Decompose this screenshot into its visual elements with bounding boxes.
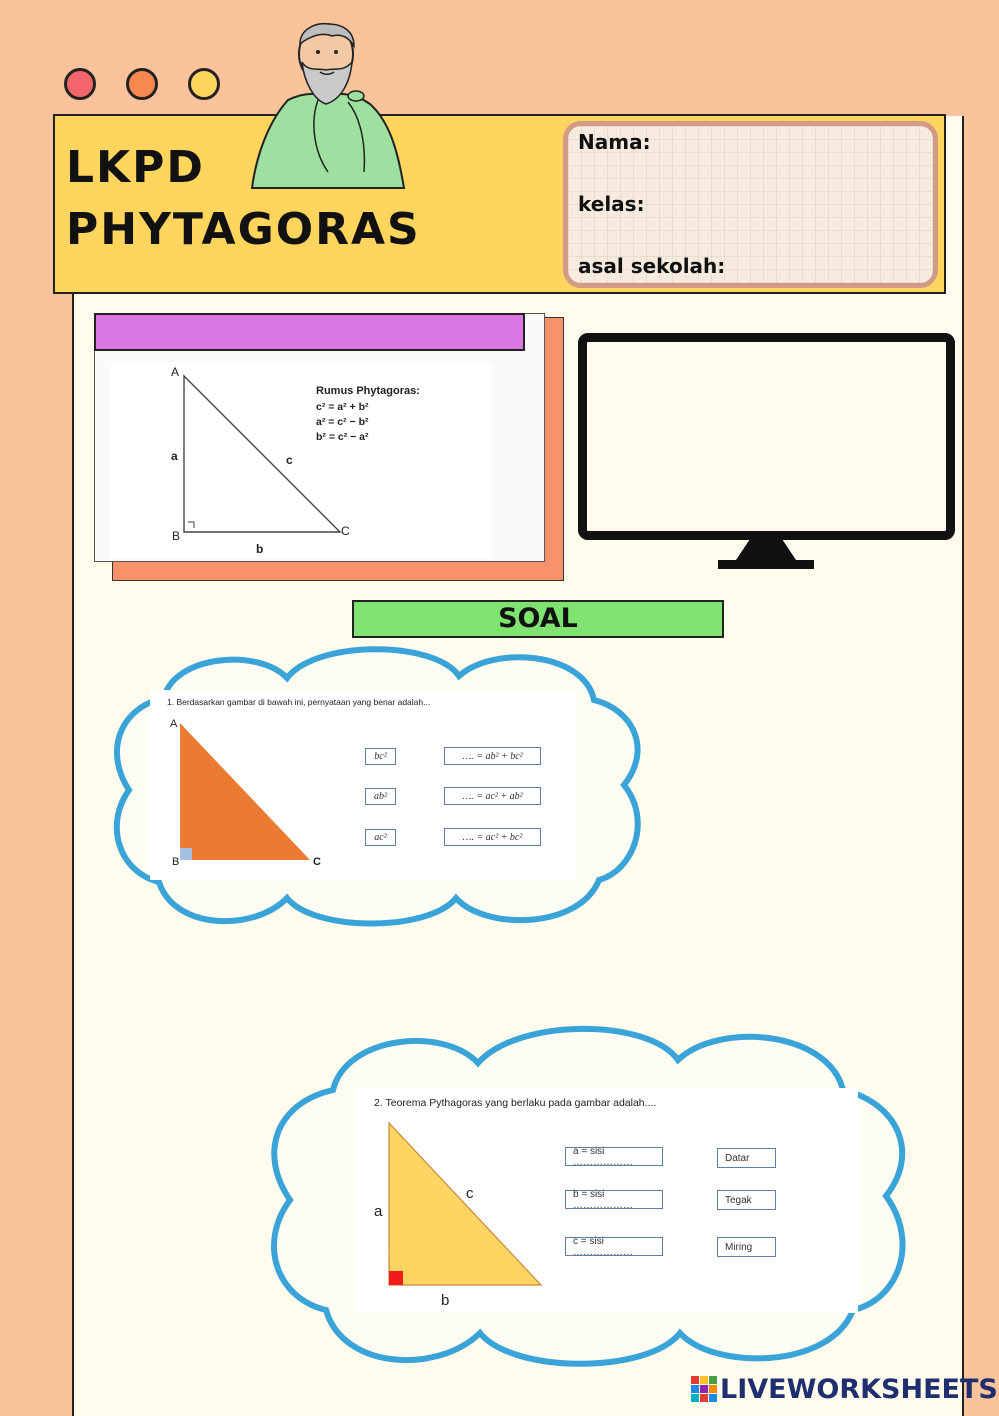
q2-drag-option-tegak[interactable]: Tegak — [717, 1190, 776, 1210]
formula-title: Rumus Phytagoras: — [316, 385, 420, 397]
liveworksheets-logo-icon — [691, 1376, 717, 1402]
q2-drop-target-a[interactable]: a = sisi ……………… — [565, 1147, 663, 1166]
q1-drag-option-3[interactable]: ac² — [365, 829, 396, 846]
question2-text: 2. Teorema Pythagoras yang berlaku pada gambar adalah.... — [374, 1097, 657, 1109]
q2-drag-option-miring[interactable]: Miring — [717, 1237, 776, 1257]
title-line1: LKPD — [66, 142, 205, 193]
video-monitor[interactable] — [578, 333, 955, 540]
theory-triangle — [110, 362, 492, 560]
orange-dot — [126, 68, 158, 100]
question1-label-B: B — [172, 856, 180, 868]
theory-label-a: a — [171, 449, 178, 463]
theory-label-c: c — [286, 453, 293, 467]
class-label: kelas: — [578, 192, 645, 216]
question1-label-A: A — [170, 718, 178, 730]
yellow-dot — [188, 68, 220, 100]
formula-1: c² = a² + b² — [316, 401, 369, 413]
q1-drag-option-2[interactable]: ab² — [365, 788, 396, 805]
school-label: asal sekolah: — [578, 254, 726, 278]
theory-label-C: C — [341, 524, 350, 538]
q2-drag-option-datar[interactable]: Datar — [717, 1148, 776, 1168]
theory-label-B: B — [172, 529, 181, 543]
section-title: SOAL — [352, 600, 724, 638]
name-label: Nama: — [578, 130, 651, 154]
formula-2: a² = c² − b² — [316, 416, 369, 428]
q1-drop-target-3[interactable]: …. = ac² + bc² — [444, 828, 541, 846]
q1-drag-option-1[interactable]: bc² — [365, 748, 396, 765]
theory-label-b: b — [256, 542, 264, 556]
title-line2: PHYTAGORAS — [66, 204, 421, 255]
question2-label-b: b — [441, 1292, 450, 1309]
theory-card-bar — [94, 313, 525, 351]
philosopher-illustration — [248, 22, 408, 190]
red-dot — [64, 68, 96, 100]
q2-drop-target-b[interactable]: b = sisi ……………… — [565, 1190, 663, 1209]
question2-label-a: a — [374, 1203, 383, 1220]
liveworksheets-watermark: LIVEWORKSHEETS — [720, 1374, 998, 1405]
formula-3: b² = c² − a² — [316, 431, 369, 443]
question1-label-C: C — [313, 856, 321, 868]
question1-triangle — [170, 715, 320, 865]
q1-drop-target-1[interactable]: …. = ab² + bc² — [444, 747, 541, 765]
question1-text: 1. Berdasarkan gambar di bawah ini, pernyataan yang benar adalah... — [167, 697, 431, 707]
question2-triangle — [385, 1118, 547, 1290]
monitor-stand-icon — [716, 536, 816, 572]
q2-drop-target-c[interactable]: c = sisi ……………… — [565, 1237, 663, 1256]
q1-drop-target-2[interactable]: …. = ac² + ab² — [444, 787, 541, 805]
theory-label-A: A — [171, 365, 180, 379]
question2-label-c: c — [466, 1185, 474, 1202]
